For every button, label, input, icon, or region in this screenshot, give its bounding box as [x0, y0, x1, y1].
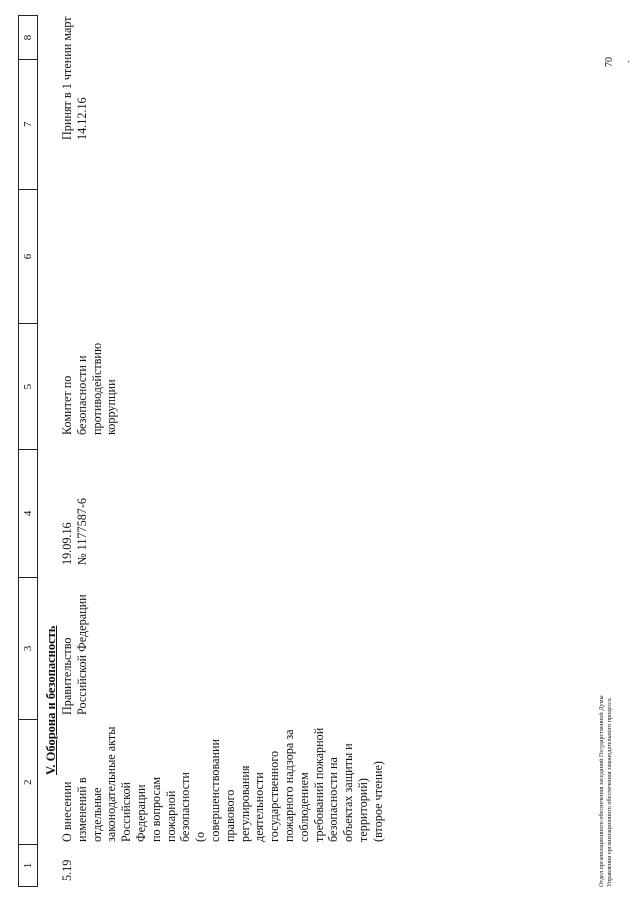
- margin-mark: -: [624, 60, 633, 63]
- row-number: 5.19: [60, 859, 74, 881]
- column-number-6: 6: [19, 189, 37, 324]
- column-number-3: 3: [19, 577, 37, 720]
- column-number-1: 1: [19, 844, 37, 886]
- footer-organization: Отдел организационного обеспечения заседаний Государственной Думы Управления организационного обеспечения законодательного процесса: [598, 695, 613, 887]
- column-number-7: 7: [19, 59, 37, 189]
- column-number-2: 2: [19, 719, 37, 844]
- page-number: 70: [604, 57, 615, 67]
- column-number-header-row: [18, 15, 38, 887]
- bill-title: О внесении изменений в отдельные законодательные акты Российской Федерации по вопросам пожарной безопасности (о совершенствовании правового регулирования деятельности государственного пожарного надзора за соблюдением требований пожарной безопасности на объектах защиты и территорий) (второе чтение): [60, 726, 385, 842]
- bill-author: Правительство Российской Федерации: [60, 594, 89, 715]
- column-number-8: 8: [22, 34, 34, 41]
- column-number-5: 5: [19, 323, 37, 449]
- column-number-4: 4: [19, 449, 37, 577]
- bill-status: Принят в 1 чтении март 14.12.16: [60, 16, 89, 140]
- section-title: V. Оборона и безопасность: [44, 625, 58, 775]
- responsible-committee: Комитет по безопасности и противодействию коррупции: [60, 342, 119, 435]
- bill-date-number: 19.09.16 № 1177587-6: [60, 497, 89, 565]
